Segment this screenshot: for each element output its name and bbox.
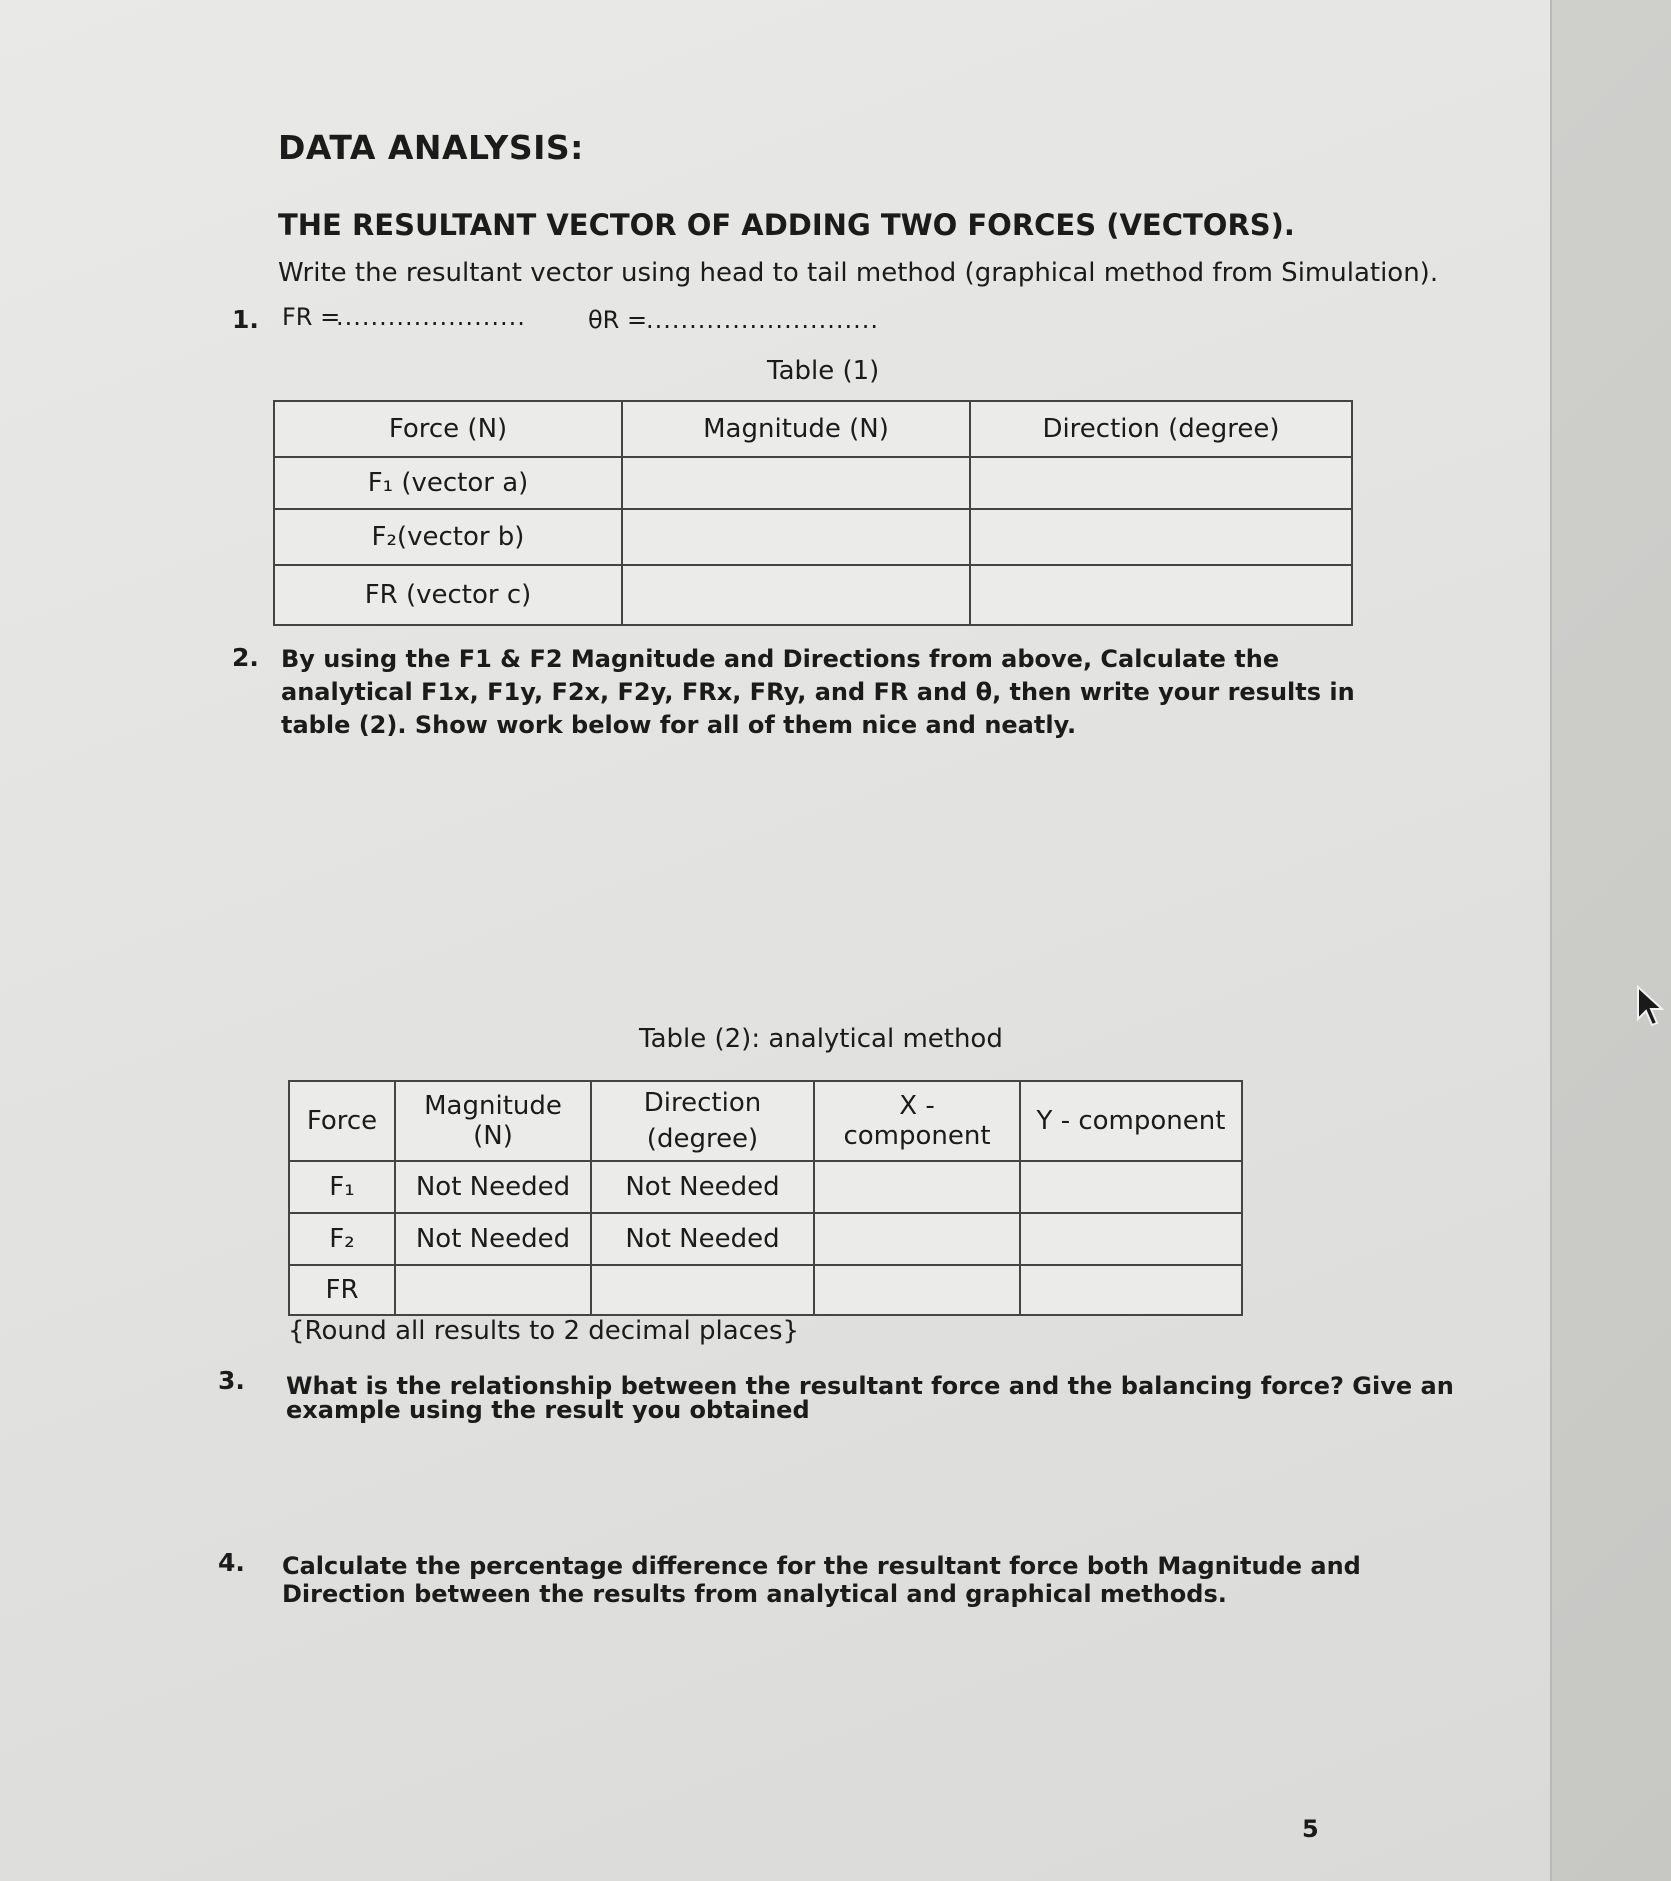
table2 xyxy=(288,1080,1243,1316)
q1-fr-label: FR = xyxy=(282,303,341,331)
table-row xyxy=(274,457,1352,509)
table2-force-cell: F₂ xyxy=(289,1213,395,1265)
table1-header-cell: Direction (degree) xyxy=(970,401,1352,457)
q4-line2: Direction between the results from analytical and graphical methods. xyxy=(282,1580,1227,1608)
page-number: 5 xyxy=(1302,1815,1319,1843)
q2-line1: By using the F1 & F2 Magnitude and Directions from above, Calculate the xyxy=(281,645,1280,673)
table1-magnitude-cell[interactable] xyxy=(622,509,970,565)
page-heading: DATA ANALYSIS: xyxy=(278,128,584,167)
table1-caption: Table (1) xyxy=(767,356,880,386)
q1-number: 1. xyxy=(232,305,259,334)
table2-caption: Table (2): analytical method xyxy=(639,1024,1003,1054)
table-row xyxy=(289,1213,1242,1265)
table2-x-cell[interactable] xyxy=(814,1161,1020,1213)
table2-direction-cell: Not Needed xyxy=(591,1213,814,1265)
q1-fr-blank[interactable]: ...................... xyxy=(336,303,526,331)
q2-line3: table (2). Show work below for all of them nice and neatly. xyxy=(281,711,1077,739)
table2-note: {Round all results to 2 decimal places} xyxy=(288,1316,800,1346)
table1-header-row xyxy=(274,401,1352,457)
q1-theta-label: θR = xyxy=(588,306,648,334)
table2-direction-cell: Not Needed xyxy=(591,1161,814,1213)
q4-line1: Calculate the percentage difference for the resultant force both Magnitude and xyxy=(282,1552,1361,1580)
q3-line1: What is the relationship between the resultant force and the balancing force? Give an xyxy=(286,1372,1454,1400)
mouse-pointer-icon xyxy=(1636,985,1666,1029)
table1-force-cell: FR (vector c) xyxy=(274,565,622,625)
table2-x-cell[interactable] xyxy=(814,1213,1020,1265)
q4-number: 4. xyxy=(218,1548,245,1577)
table1-header-cell: Force (N) xyxy=(274,401,622,457)
section-title: THE RESULTANT VECTOR OF ADDING TWO FORCES (VECTORS). xyxy=(278,208,1295,242)
table2-y-cell[interactable] xyxy=(1020,1213,1242,1265)
table1-direction-cell[interactable] xyxy=(970,509,1352,565)
table-row xyxy=(274,509,1352,565)
table2-header-cell: Force xyxy=(289,1081,395,1161)
table2-header-cell: Direction (degree) xyxy=(591,1081,814,1161)
table1 xyxy=(273,400,1353,626)
table2-magnitude-cell: Not Needed xyxy=(395,1213,591,1265)
table-row xyxy=(289,1265,1242,1315)
table-row xyxy=(274,565,1352,625)
table2-header-row xyxy=(289,1081,1242,1161)
table-row xyxy=(289,1161,1242,1213)
table2-header-cell: X - component xyxy=(814,1081,1020,1161)
q2-line2: analytical F1x, F1y, F2x, F2y, FRx, FRy, and FR and θ, then write your results in xyxy=(281,678,1355,706)
table2-magnitude-cell[interactable] xyxy=(395,1265,591,1315)
table2-header-cell: Magnitude (N) xyxy=(395,1081,591,1161)
table2-header-cell: Y - component xyxy=(1020,1081,1242,1161)
table2-y-cell[interactable] xyxy=(1020,1265,1242,1315)
table1-magnitude-cell[interactable] xyxy=(622,565,970,625)
table1-header-cell: Magnitude (N) xyxy=(622,401,970,457)
table2-magnitude-cell: Not Needed xyxy=(395,1161,591,1213)
table2-force-cell: FR xyxy=(289,1265,395,1315)
table2-y-cell[interactable] xyxy=(1020,1161,1242,1213)
instruction-text: Write the resultant vector using head to tail method (graphical method from Simulation). xyxy=(278,258,1439,288)
table1-force-cell: F₁ (vector a) xyxy=(274,457,622,509)
table1-direction-cell[interactable] xyxy=(970,565,1352,625)
q1-theta-blank[interactable]: ........................... xyxy=(646,306,879,334)
q3-line2: example using the result you obtained xyxy=(286,1396,810,1424)
table1-magnitude-cell[interactable] xyxy=(622,457,970,509)
work-area[interactable] xyxy=(281,760,1281,990)
table2-force-cell: F₁ xyxy=(289,1161,395,1213)
table2-x-cell[interactable] xyxy=(814,1265,1020,1315)
table2-direction-cell[interactable] xyxy=(591,1265,814,1315)
table1-direction-cell[interactable] xyxy=(970,457,1352,509)
q3-number: 3. xyxy=(218,1366,245,1395)
table1-force-cell: F₂(vector b) xyxy=(274,509,622,565)
q2-number: 2. xyxy=(232,643,259,672)
